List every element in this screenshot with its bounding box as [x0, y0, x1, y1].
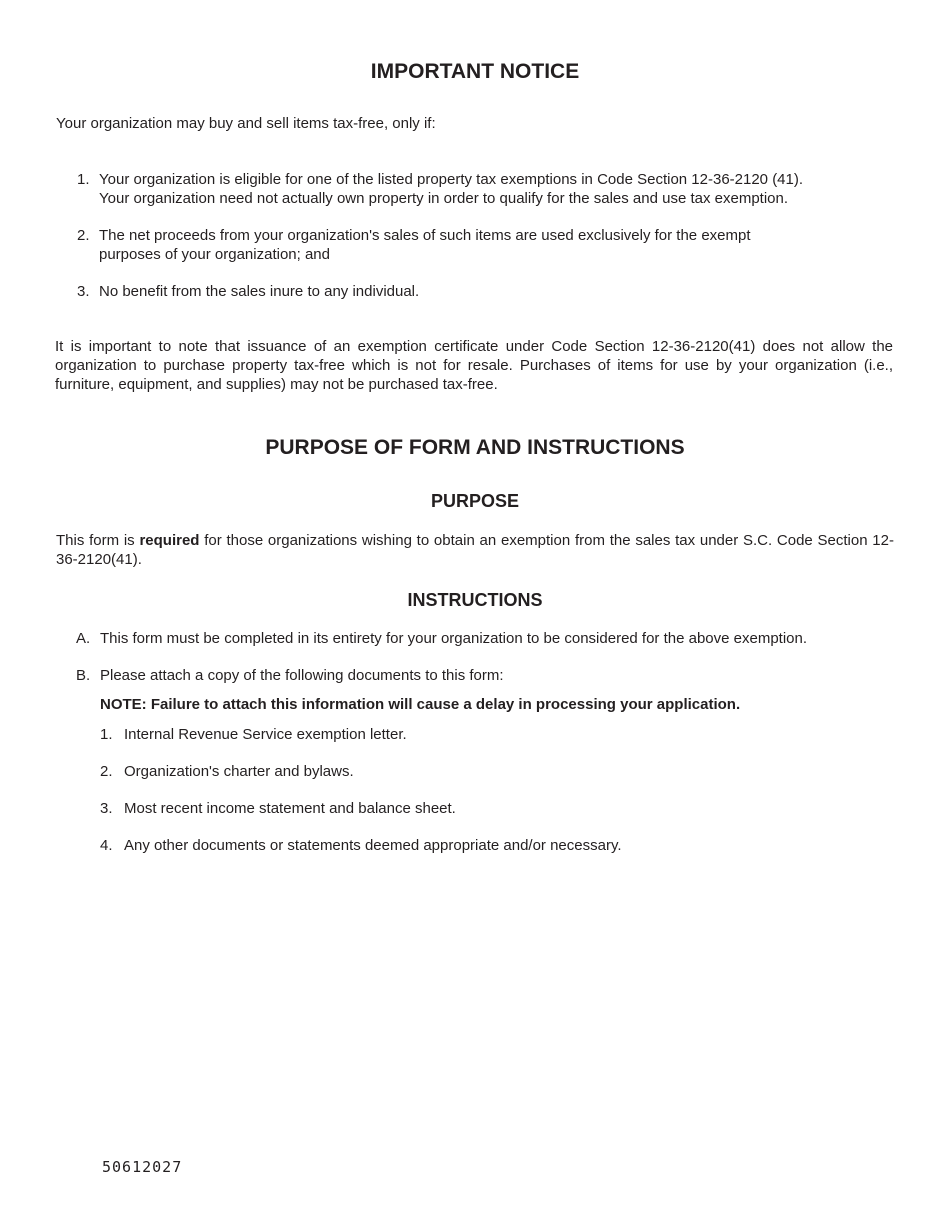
purpose-text: for those organizations wishing to obtain an exemption from the sales tax under S.C. Code Section 12-36-2120(41).: [56, 532, 894, 568]
condition-text-line: The net proceeds from your organization's sales of such items are used exclusively for the exempt: [99, 227, 751, 244]
document-item-1: [100, 725, 900, 745]
purpose-required-emphasis: required: [139, 532, 200, 549]
instruction-text: Please attach a copy of the following documents to this form:: [100, 667, 504, 684]
document-number: 3.: [100, 800, 113, 817]
condition-item-3: [77, 282, 917, 302]
purpose-heading: PURPOSE: [430, 491, 520, 511]
condition-number: 1.: [77, 171, 90, 188]
attach-note: NOTE: Failure to attach this information will cause a delay in processing your application.: [100, 696, 741, 713]
notice-note-paragraph: It is important to note that issuance of an exemption certificate under Code Section 12-36-2120(41) does not allow the organization to purchase property tax-free which is not for resale. Purchases of items for use by your organization (i.e., furniture, equipment, and supplies) may not be purchased tax-free.: [55, 338, 893, 393]
condition-text: [99, 170, 803, 208]
instruction-letter: B.: [76, 667, 91, 684]
notice-intro: Your organization may buy and sell items tax-free, only if:: [56, 115, 436, 132]
condition-text-line: Your organization is eligible for one of the listed property tax exemptions in Code Section 12-36-2120 (41).: [99, 171, 804, 188]
purpose-paragraph: [56, 531, 894, 569]
document-number: 1.: [100, 726, 113, 743]
condition-number: 3.: [77, 283, 90, 300]
condition-text: [99, 226, 751, 264]
condition-item-2: [77, 226, 917, 266]
instructions-heading: INSTRUCTIONS: [407, 590, 543, 610]
document-text: Organization's charter and bylaws.: [124, 763, 354, 780]
condition-text-line: purposes of your organization; and: [99, 246, 330, 263]
form-code: 50612027: [102, 1158, 183, 1176]
instruction-letter: A.: [76, 630, 91, 647]
instruction-text: This form must be completed in its entirety for your organization to be considered for the above exemption.: [100, 630, 808, 647]
document-number: 2.: [100, 763, 113, 780]
document-number: 4.: [100, 837, 113, 854]
purpose-section-title: PURPOSE OF FORM AND INSTRUCTIONS: [265, 436, 685, 459]
condition-text-line: Your organization need not actually own property in order to qualify for the sales and use tax exemption.: [99, 190, 789, 207]
condition-text: No benefit from the sales inure to any individual.: [99, 283, 420, 300]
document-item-3: [100, 799, 900, 819]
instruction-item-b: [76, 666, 926, 686]
instruction-item-a: [76, 629, 926, 649]
condition-number: 2.: [77, 227, 90, 244]
document-text: Internal Revenue Service exemption letter.: [124, 726, 407, 743]
notice-title: IMPORTANT NOTICE: [370, 60, 580, 83]
document-item-2: [100, 762, 900, 782]
condition-item-1: [77, 170, 917, 210]
document-text: Any other documents or statements deemed appropriate and/or necessary.: [124, 837, 622, 854]
document-item-4: [100, 836, 900, 856]
document-text: Most recent income statement and balance sheet.: [124, 800, 456, 817]
purpose-text: This form is: [56, 532, 140, 549]
